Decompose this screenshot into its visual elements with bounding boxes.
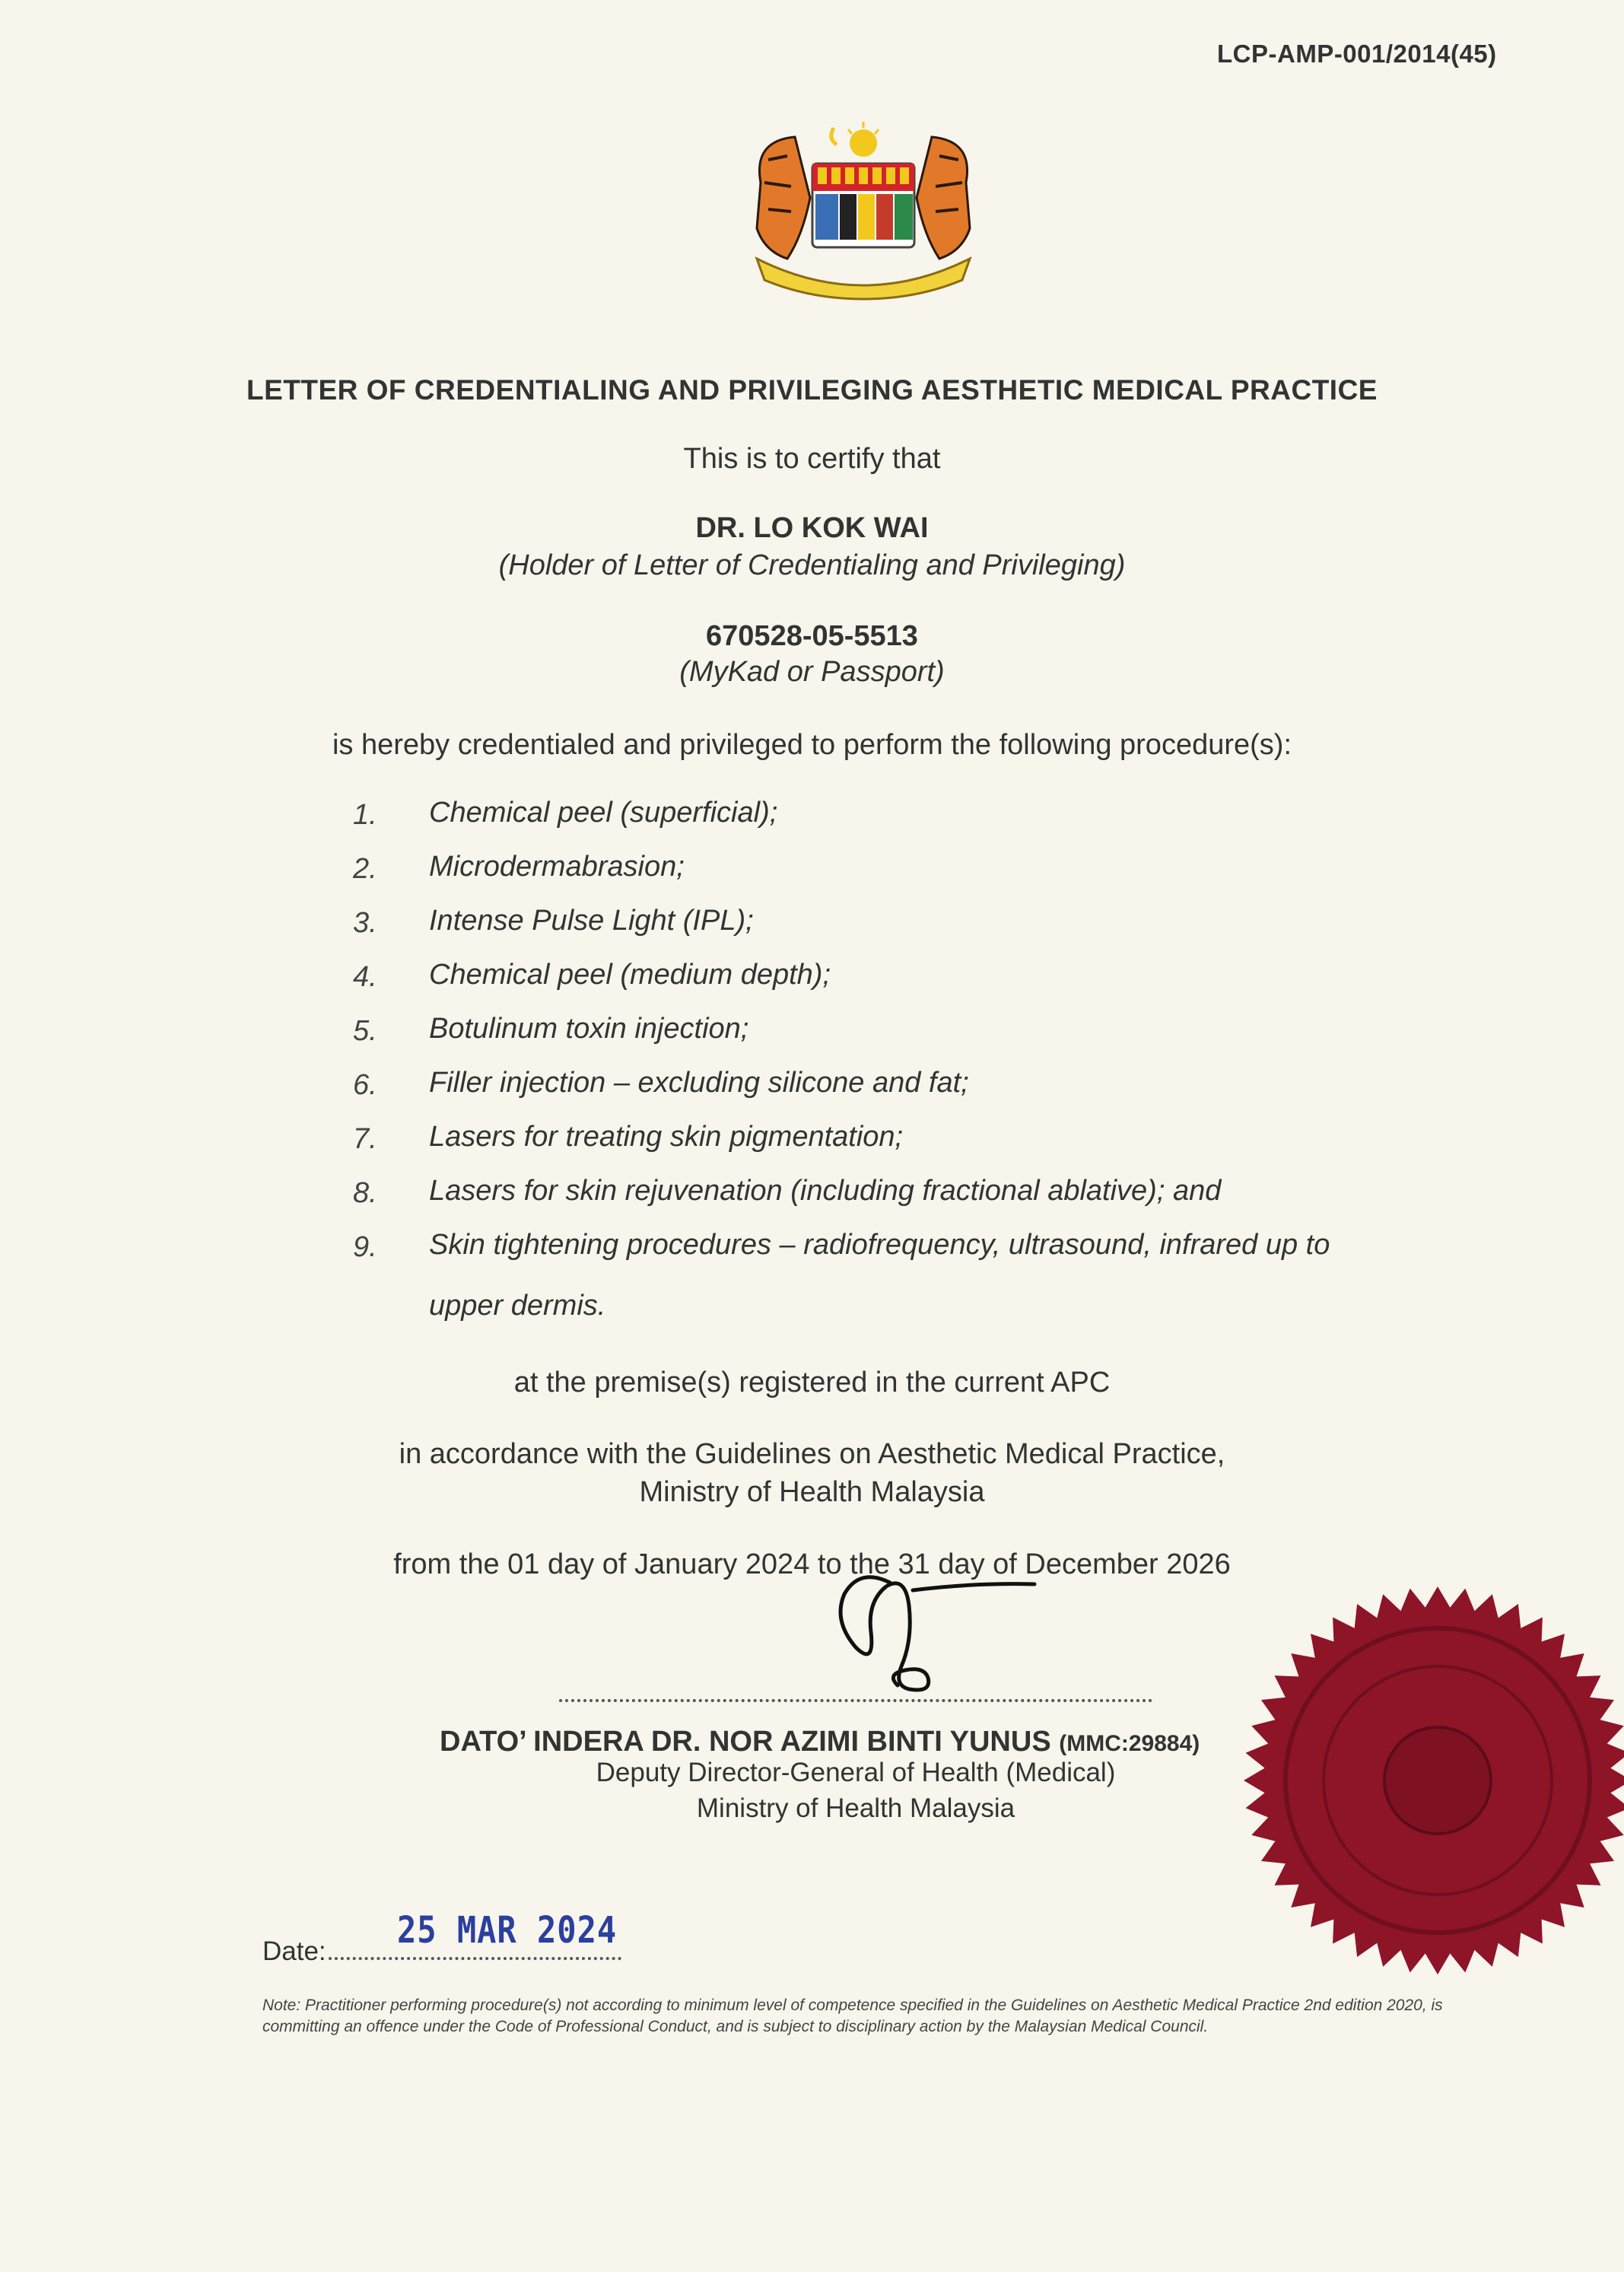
procedure-number: 9. bbox=[353, 1231, 377, 1263]
procedure-number: 4. bbox=[353, 961, 377, 993]
procedure-text: Filler injection – excluding silicone and fat; bbox=[429, 1067, 969, 1099]
validity-period: from the 01 day of January 2024 to the 31 day of December 2026 bbox=[393, 1548, 1231, 1580]
date-stamp: 25 MAR 2024 bbox=[397, 1908, 618, 1952]
procedure-number: 6. bbox=[353, 1069, 377, 1101]
procedure-text: Chemical peel (medium depth); bbox=[429, 959, 831, 991]
holder-id-number: 670528-05-5513 bbox=[706, 620, 918, 652]
procedures-intro: is hereby credentialed and privileged to perform the following procedure(s): bbox=[332, 729, 1292, 761]
accordance-line: Ministry of Health Malaysia bbox=[639, 1476, 985, 1508]
signature-line bbox=[559, 1699, 1152, 1702]
signatory-name bbox=[440, 1726, 1200, 1758]
reference-number: LCP-AMP-001/2014(45) bbox=[1217, 40, 1497, 68]
signatory-name-text: DATO’ INDERA DR. NOR AZIMI BINTI YUNUS bbox=[440, 1726, 1051, 1758]
holder-caption: (Holder of Letter of Credentialing and Privileging) bbox=[498, 549, 1126, 581]
procedure-number: 8. bbox=[353, 1177, 377, 1209]
procedure-number: 3. bbox=[353, 907, 377, 939]
procedure-text: Lasers for treating skin pigmentation; bbox=[429, 1121, 904, 1153]
holder-id-caption: (MyKad or Passport) bbox=[679, 656, 945, 688]
wax-seal-icon bbox=[1240, 1583, 1624, 1978]
procedure-text: Microdermabrasion; bbox=[429, 851, 685, 883]
accordance-line: in accordance with the Guidelines on Aesthetic Medical Practice, bbox=[399, 1438, 1225, 1470]
procedure-number: 2. bbox=[353, 853, 377, 885]
coat-of-arms-icon bbox=[745, 122, 981, 304]
footer-note: Note: Practitioner performing procedure(s) not according to minimum level of competence specified in the Guidelines on Aesthetic Medical Practice 2nd edition 2020, is committing an offence under the Code of Professional Conduct, and is subject to disciplinary action by the Malaysian Medical Council. bbox=[262, 1997, 1443, 2035]
procedure-number: 5. bbox=[353, 1015, 377, 1047]
letter-title: LETTER OF CREDENTIALING AND PRIVILEGING AESTHETIC MEDICAL PRACTICE bbox=[246, 374, 1378, 406]
procedure-number: 1. bbox=[353, 799, 377, 831]
signature-mark bbox=[799, 1560, 1042, 1712]
procedure-text: Chemical peel (superficial); bbox=[429, 797, 778, 829]
signatory-role: Deputy Director-General of Health (Medical) bbox=[596, 1758, 1116, 1787]
signatory-mmc: (MMC:29884) bbox=[1059, 1731, 1200, 1756]
signatory-org: Ministry of Health Malaysia bbox=[696, 1793, 1015, 1823]
procedure-text: Botulinum toxin injection; bbox=[429, 1013, 749, 1045]
procedure-text: Skin tightening procedures – radiofrequency, ultrasound, infrared up to upper dermis. bbox=[429, 1229, 1330, 1322]
holder-name: DR. LO KOK WAI bbox=[695, 512, 929, 544]
date-line bbox=[329, 1957, 621, 1960]
certify-intro: This is to certify that bbox=[683, 443, 941, 475]
date-label: Date: bbox=[262, 1936, 326, 1966]
procedure-number: 7. bbox=[353, 1123, 377, 1155]
procedure-text: Intense Pulse Light (IPL); bbox=[429, 905, 754, 937]
procedure-text: Lasers for skin rejuvenation (including fractional ablative); and bbox=[429, 1175, 1222, 1207]
premise-line: at the premise(s) registered in the current APC bbox=[513, 1367, 1111, 1399]
